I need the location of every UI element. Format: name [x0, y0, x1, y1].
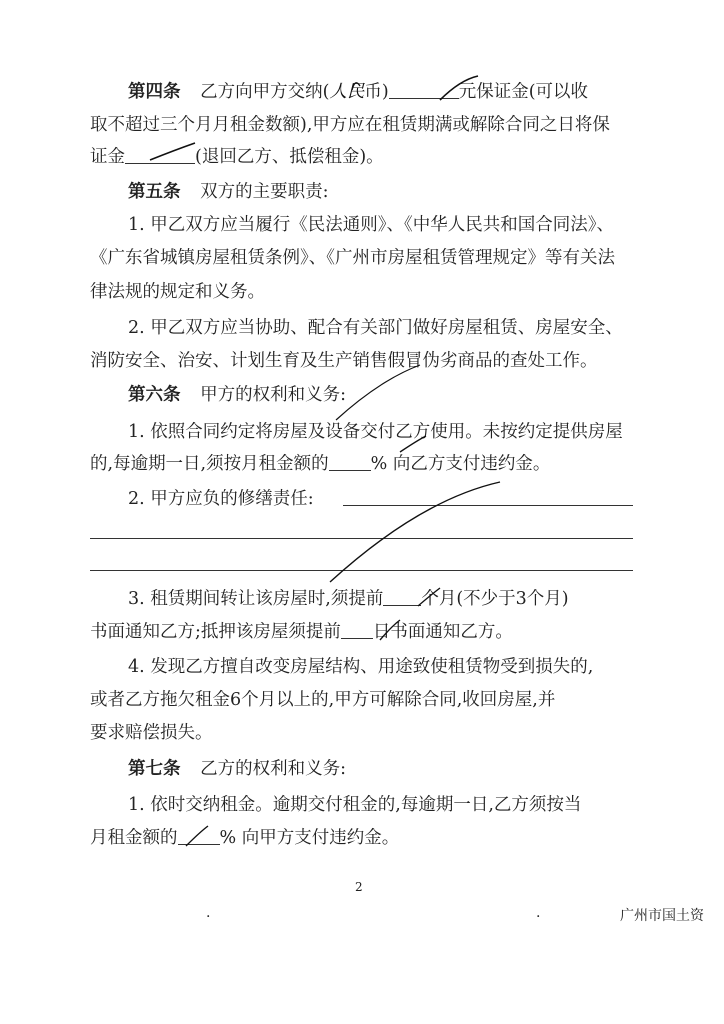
article6-p1-line1: 1. 依照合同约定将房屋及设备交付乙方使用。未按约定提供房屋 [128, 422, 623, 442]
article6-p2-line: 2. 甲方应负的修缮责任: [128, 489, 314, 509]
article6-p1-line2: 的,每逾期一日,须按月租金额的 % 向乙方支付违约金。 [90, 454, 551, 474]
article6-p3-line2: 书面通知乙方;抵押该房屋须提前 日书面通知乙方。 [90, 622, 513, 642]
article6-p4-line2: 或者乙方拖欠租金6个月以上的,甲方可解除合同,收回房屋,并 [90, 690, 556, 710]
scan-dot: . [206, 905, 211, 921]
handwritten-currency: 人民 [329, 82, 365, 102]
repair-duty-blank-1 [343, 505, 633, 506]
mortgage-notice-days-blank [341, 620, 373, 639]
article5-p2-line2: 消防安全、治安、计划生育及生产销售假冒伪劣商品的查处工作。 [90, 351, 598, 371]
article6-heading-line: 第六条 甲方的权利和义务: [128, 385, 346, 405]
article4-title: 第四条 [128, 82, 181, 102]
article7-p1-line2: 月租金额的 % 向甲方支付违约金。 [90, 828, 400, 848]
scan-dot: . [536, 905, 541, 921]
article6-p3-line1: 3. 租赁期间转让该房屋时,须提前 个月(不少于3个月) [128, 589, 569, 609]
article7-heading-line: 第七条 乙方的权利和义务: [128, 759, 346, 779]
repair-duty-blank-3 [90, 570, 633, 571]
deposit-return-blank [125, 145, 195, 164]
article4-line3: 证金 (退回乙方、抵偿租金)。 [90, 147, 384, 167]
deposit-amount-blank [389, 80, 459, 99]
article4-line1: 第四条 乙方向甲方交纳(人民币) 元保证金(可以收 [128, 82, 589, 102]
transfer-notice-months-blank [383, 587, 421, 606]
article6-p4-line1: 4. 发现乙方擅自改变房屋结构、用途致使租赁物受到损失的, [128, 657, 594, 677]
landlord-penalty-rate-blank [329, 452, 371, 471]
article4-line2: 取不超过三个月月租金数额),甲方应在租赁期满或解除合同之日将保 [90, 115, 610, 135]
article5-p1-line1: 1. 甲乙双方应当履行《民法通则》、《中华人民共和国合同法》、 [128, 215, 615, 235]
article5-p1-line3: 律法规的规定和义务。 [90, 282, 265, 302]
article6-p4-line3: 要求赔偿损失。 [90, 723, 213, 743]
footer-issuer: 广州市国土资 [620, 908, 704, 924]
article5-p2-line1: 2. 甲乙双方应当协助、配合有关部门做好房屋租赁、房屋安全、 [128, 318, 623, 338]
article5-p1-line2: 《广东省城镇房屋租赁条例》、《广州市房屋租赁管理规定》等有关法 [90, 248, 615, 268]
article6-title: 第六条 [128, 385, 181, 405]
tenant-penalty-rate-blank [178, 826, 220, 845]
article5-heading-line: 第五条 双方的主要职责: [128, 182, 329, 202]
repair-duty-blank-2 [90, 538, 633, 539]
page-number: 2 [355, 880, 363, 894]
article7-p1-line1: 1. 依时交纳租金。逾期交付租金的,每逾期一日,乙方须按当 [128, 795, 582, 815]
article7-title: 第七条 [128, 759, 181, 779]
article5-title: 第五条 [128, 182, 181, 202]
